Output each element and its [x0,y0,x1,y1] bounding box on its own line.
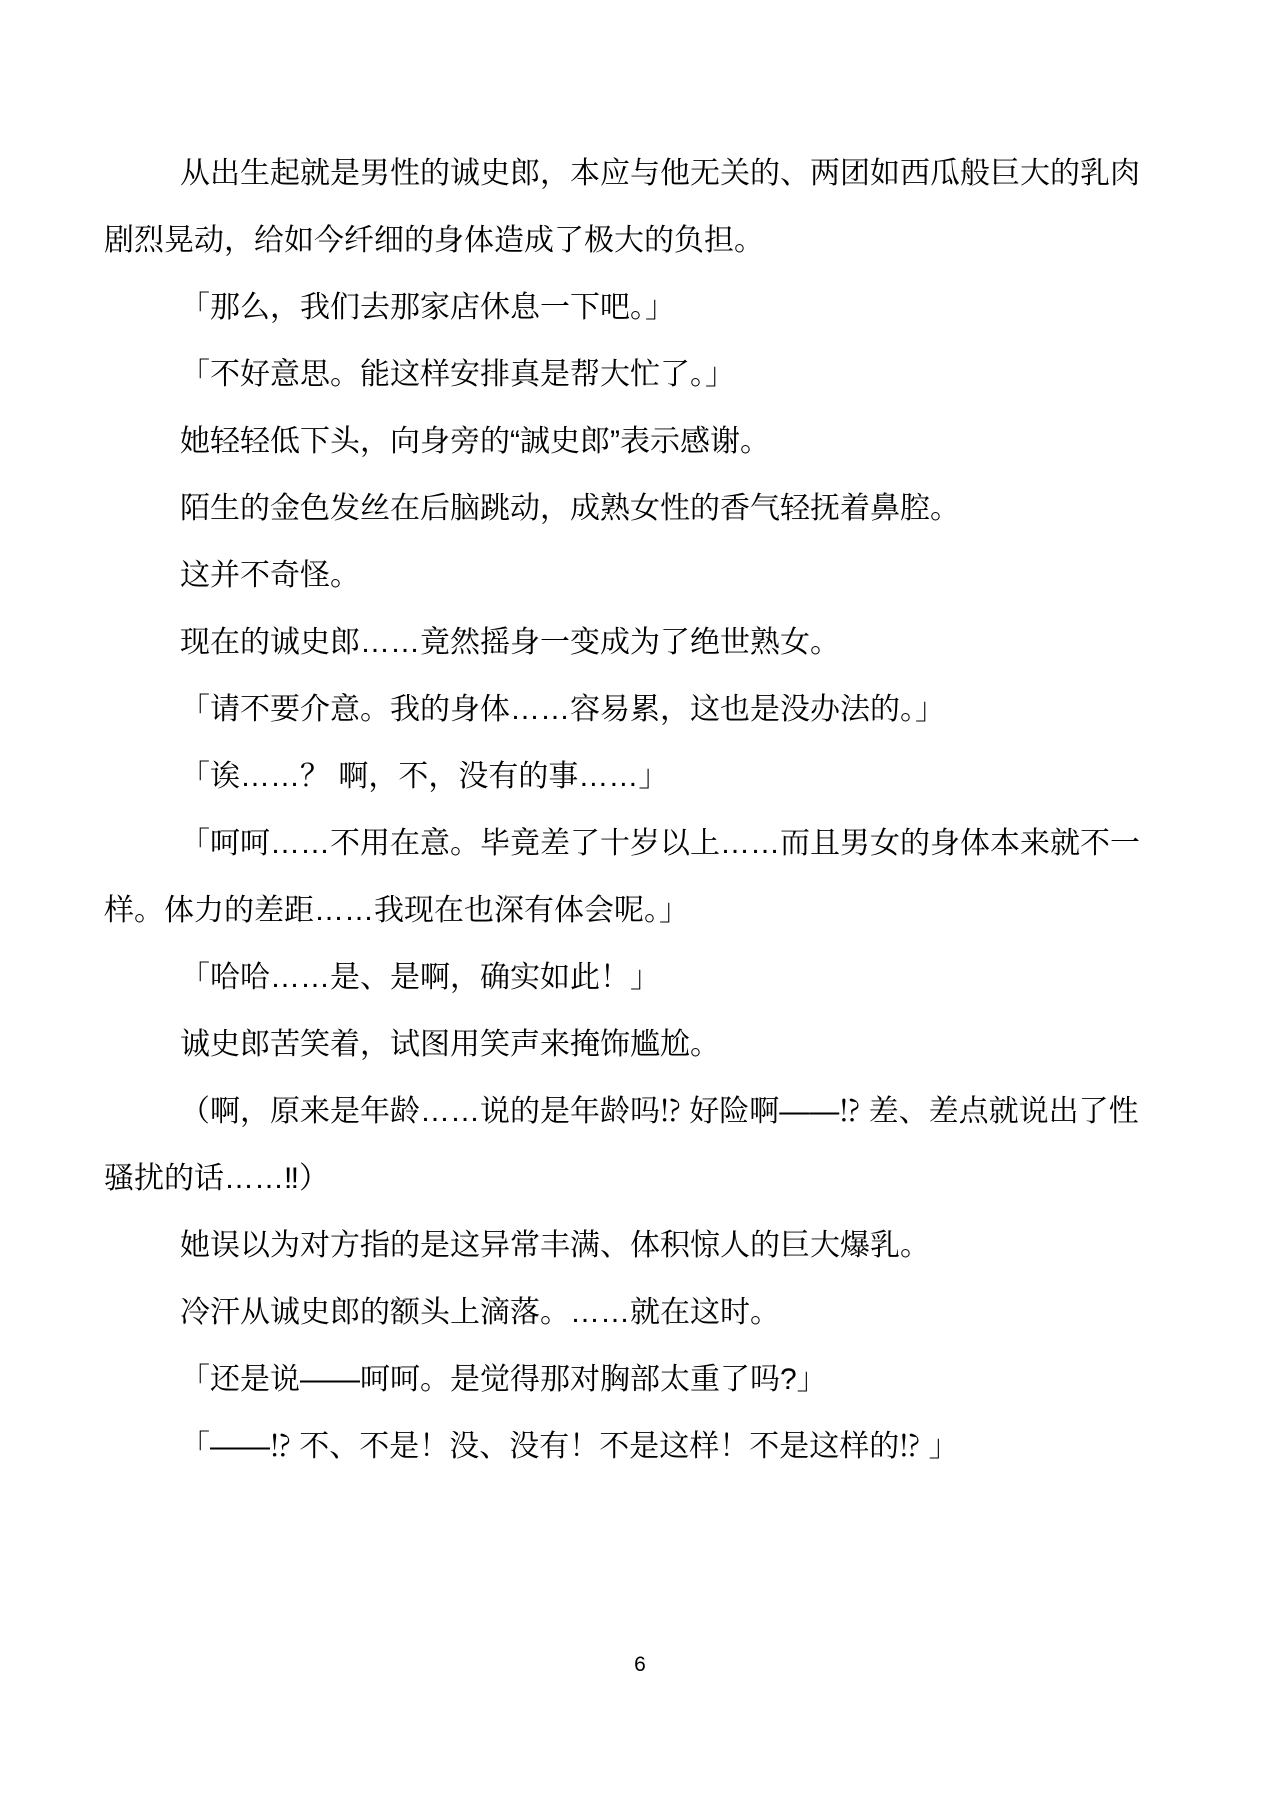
page-number: 6 [634,1653,646,1676]
text-line: 「诶……？ 啊，不，没有的事……」 [180,760,669,793]
text-line: 「呵呵……不用在意。毕竟差了十岁以上……而且男女的身体本来就不一 [180,827,1140,860]
text-line: 「不好意思。能这样安排真是帮大忙了。」 [180,358,735,391]
text-line: 「请不要介意。我的身体……容易累，这也是没办法的。」 [180,693,945,726]
body-text [104,140,1176,1480]
text-line: 诚史郎苦笑着，试图用笑声来掩饰尴尬。 [180,1028,720,1061]
text-line: 从出生起就是男性的诚史郎，本应与他无关的、两团如西瓜般巨大的乳肉 [180,157,1140,190]
text-line: 「那么，我们去那家店休息一下吧。」 [180,291,675,324]
text-line: 冷汗从诚史郎的额头上滴落。……就在这时。 [180,1296,780,1329]
text-line: 陌生的金色发丝在后脑跳动，成熟女性的香气轻抚着鼻腔。 [180,492,960,525]
text-line: 「——⁉ 不、不是！没、没有！不是这样！不是这样的⁉ 」 [180,1430,959,1463]
text-line: 剧烈晃动，给如今纤细的身体造成了极大的负担。 [104,224,764,257]
text-line: 她误以为对方指的是这异常丰满、体积惊人的巨大爆乳。 [180,1229,930,1262]
text-line: 「哈哈……是、是啊，确实如此！」 [180,961,660,994]
text-line: （啊，原来是年龄……说的是年龄吗⁉ 好险啊——⁉ 差、差点就说出了性 [180,1095,1139,1128]
text-line: 现在的诚史郎……竟然摇身一变成为了绝世熟女。 [180,626,840,659]
text-line: 她轻轻低下头，向身旁的“誠史郎”表示感谢。 [180,425,770,458]
text-line: 骚扰的话……‼） [104,1162,329,1195]
text-line: 「还是说——呵呵。是觉得那对胸部太重了吗?」 [180,1363,827,1396]
text-line: 这并不奇怪。 [180,559,360,592]
text-line: 样。体力的差距……我现在也深有体会呢。」 [104,894,689,927]
